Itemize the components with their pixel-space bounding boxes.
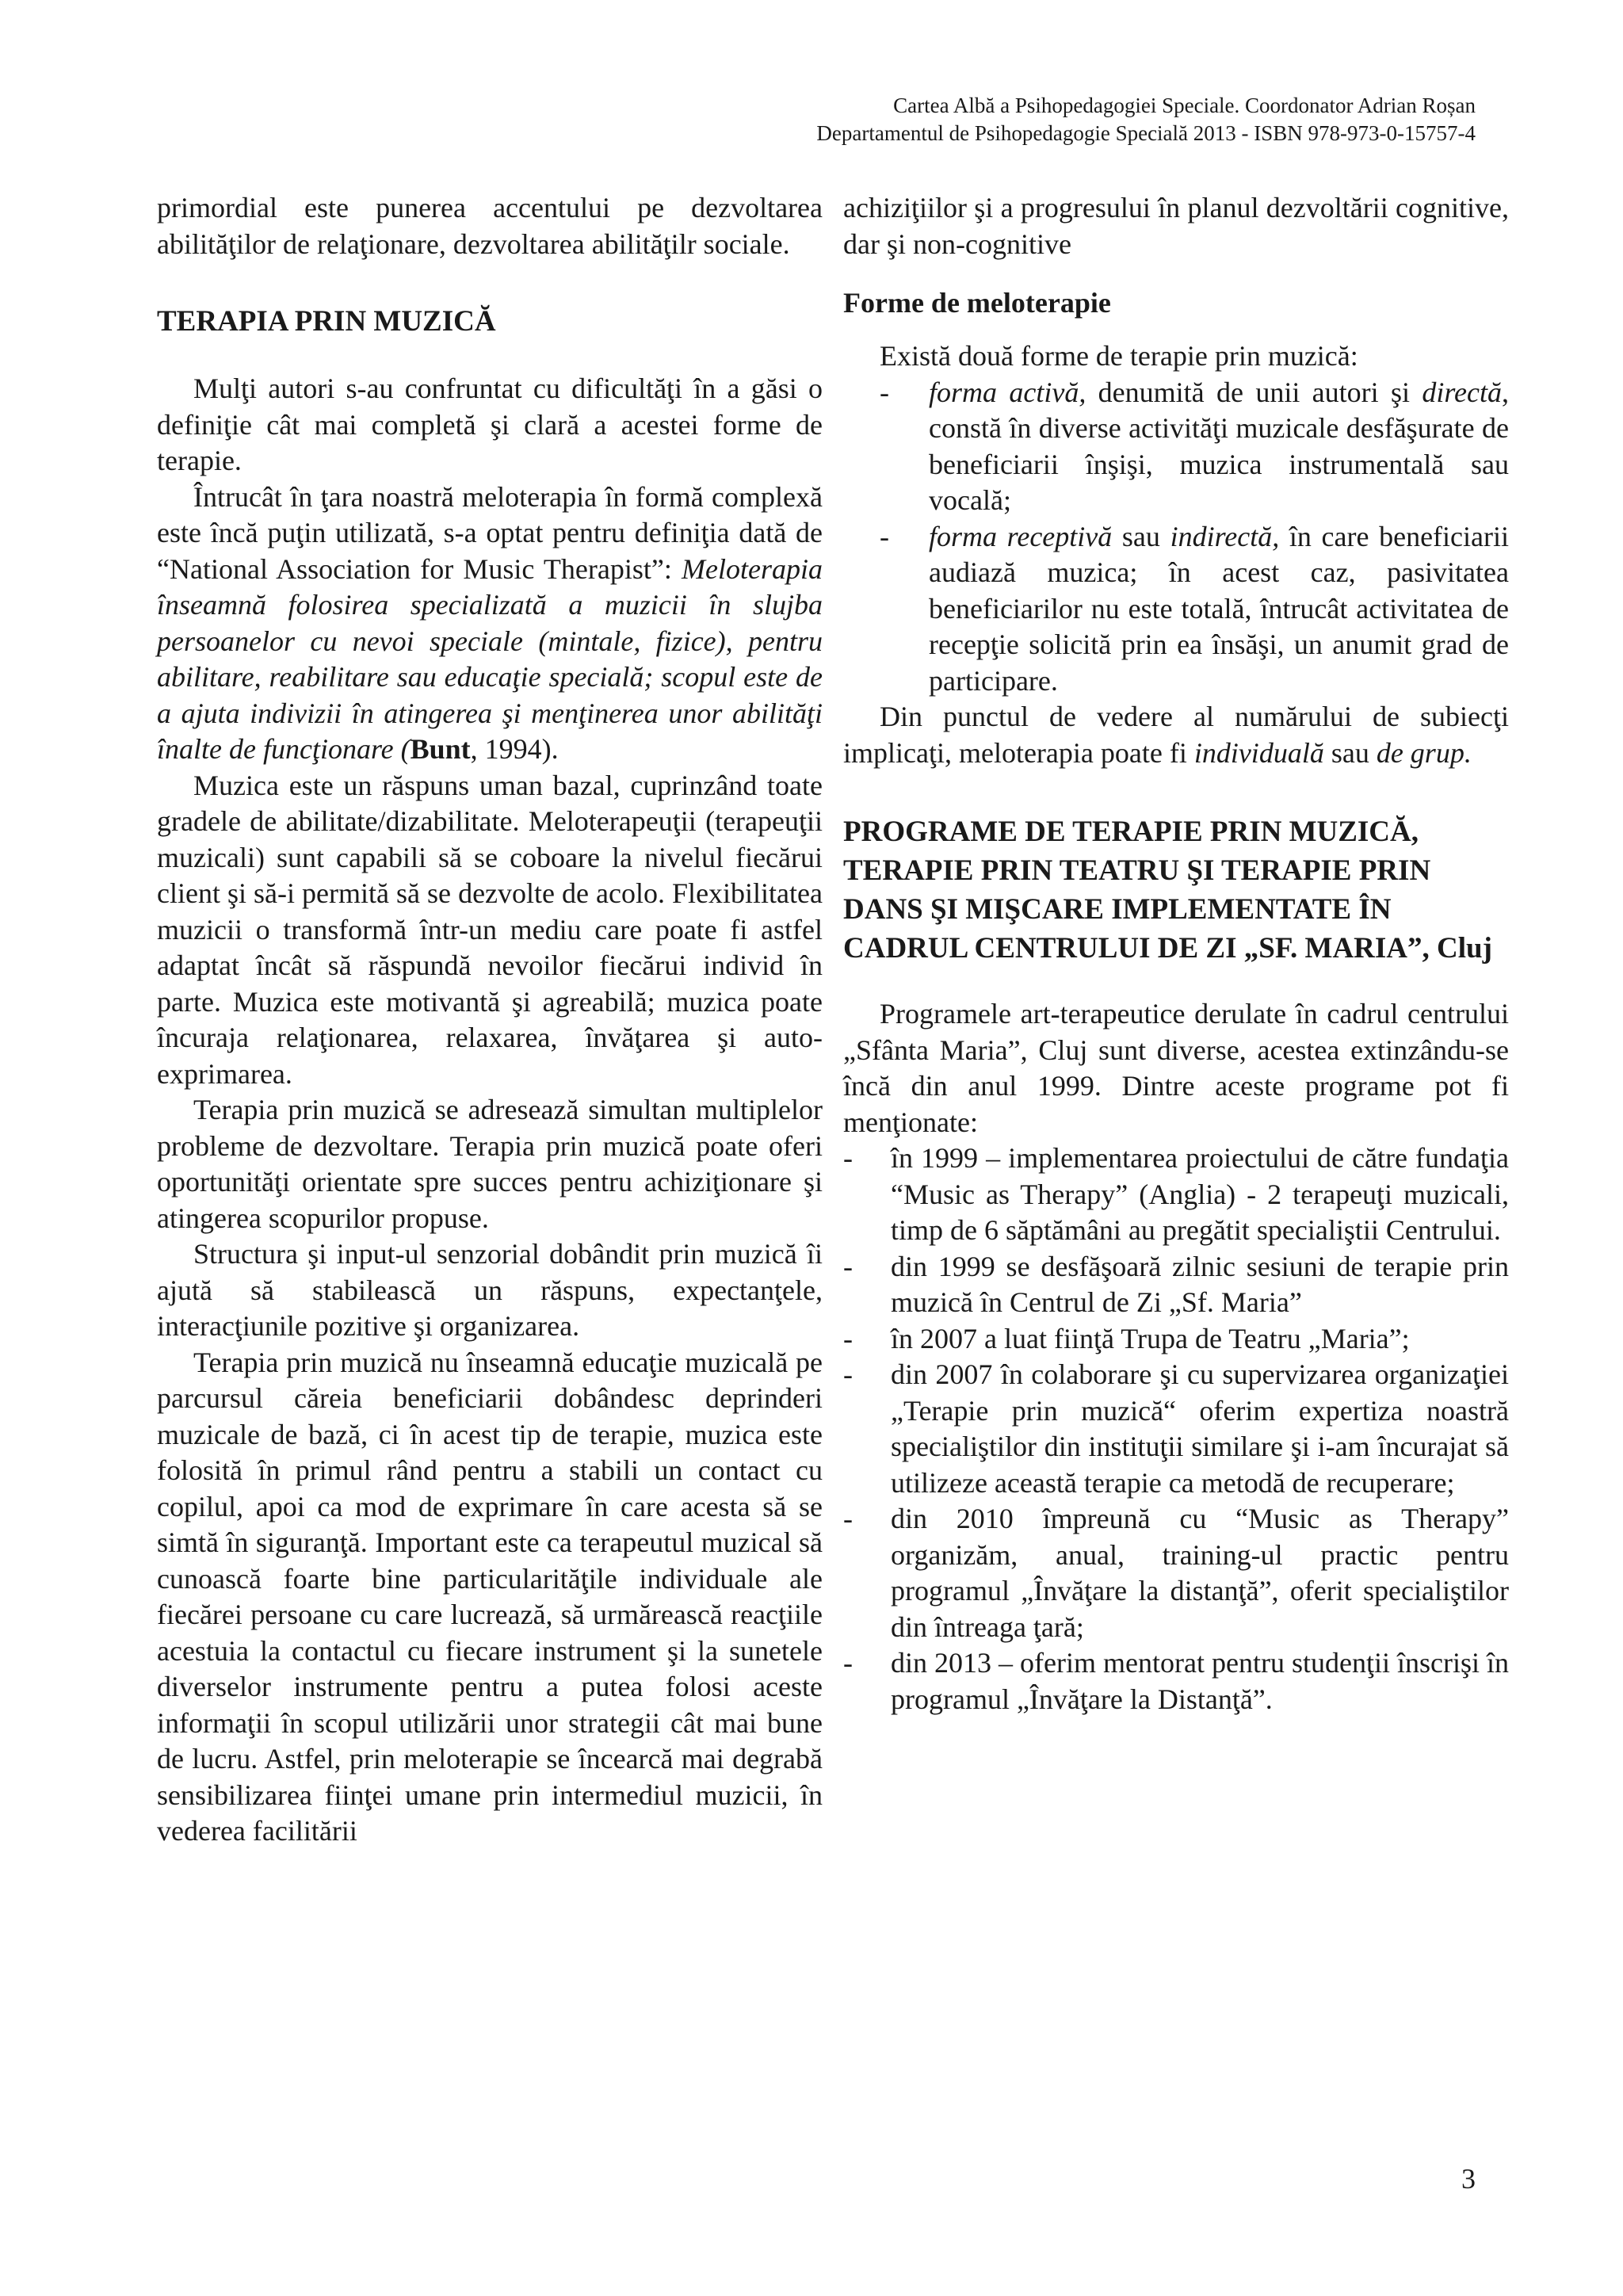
subheading-forme: Forme de meloterapie xyxy=(843,287,1111,319)
header-line-isbn: Departamentul de Psihopedagogie Specială 2013 - ISBN 978-973-0-15757-4 xyxy=(816,121,1476,145)
list-item xyxy=(843,1140,1509,1249)
left-column xyxy=(157,190,823,1850)
list-item-text: în 1999 – implementarea proiectului de către fundaţia “Music as Therapy” (Anglia) - 2 terapeuţi muzicali, timp de 6 săptămâni au pregătit specialiştii Centrului. xyxy=(891,1142,1509,1246)
italic-term: directă xyxy=(1422,376,1502,408)
list-item-text: din 1999 se desfăşoară zilnic sesiuni de terapie prin muzică în Centrul de Zi „Sf. Maria” xyxy=(891,1250,1509,1318)
text-run: , constă în diverse activităţi muzicale desfăşurate de beneficiarii înşişi, muzica instrumentală sau vocală; xyxy=(929,376,1509,516)
paragraph-continuation: achiziţiilor şi a progresului în planul dezvoltării cognitive, dar şi non-cognitive xyxy=(843,192,1509,260)
italic-term: de grup. xyxy=(1376,736,1472,769)
text-run: , 1994). xyxy=(470,733,559,765)
section-heading-terapia: TERAPIA PRIN MUZICĂ xyxy=(157,305,496,338)
dash-bullet: - xyxy=(843,1503,853,1534)
paragraph-definitie: Mulţi autori s-au confruntat cu dificultăţi în a găsi o definiţie cât mai completă şi clară a acestei forme de terapie. xyxy=(157,372,823,476)
list-item-text: în 2007 a luat fiinţă Trupa de Teatru „Maria”; xyxy=(891,1322,1410,1354)
text-run: denumită de unii autori şi xyxy=(1086,376,1423,408)
paragraph-doua-forme: Există două forme de terapie prin muzică: xyxy=(880,340,1358,372)
list-item xyxy=(843,1357,1509,1501)
section-heading-programe: PROGRAME DE TERAPIE PRIN MUZICĂ, TERAPIE PRIN TEATRU ŞI TERAPIE PRIN DANS ŞI MIŞCARE IMPLEMENTATE ÎN CADRUL CENTRULUI DE ZI „SF. MARIA”, Cluj xyxy=(843,816,1492,965)
paragraph-programe: Programele art-terapeutice derulate în cadrul centrului „Sfânta Maria”, Cluj sunt diverse, acestea extinzându-se încă din anul 1999. Dintre aceste programe pot fi menţionate: xyxy=(843,998,1509,1138)
paragraph-nu-inseamna: Terapia prin muzică nu înseamnă educaţie muzicală pe parcursul căreia beneficiarii dobândesc deprinderi muzicale de bază, ci în acest tip de terapie, muzica este folosită în primul rând pentru a stabili un contact cu copilul, apoi ca mod de exprimare în care acesta să se simtă în siguranţă. Important este ca terapeutul muzical să cunoască foarte bine particularităţile individuale ale fiecărei persoane cu care lucrează, să urmărească reacţiile acestuia la contactul cu fiecare instrument şi la sunetele diverselor instrumente pentru a putea folosi aceste informaţii în scopul utilizării unor strategii cât mai bune de lucru. Astfel, prin meloterapie se încearcă mai degrabă sensibilizarea fiinţei umane prin intermediul muzicii, în vederea facilitării xyxy=(157,1346,823,1847)
italic-definition: Meloterapia înseamnă folosirea specializată a muzicii în slujba persoanelor cu nevoi speciale (mintale, fizice), pentru abilitare, reabilitare sau educaţie specială; scopul este de a ajuta indivizii în atingerea şi menţinerea unor abilităţi înalte de funcţionare ( xyxy=(157,552,823,765)
list-item xyxy=(843,519,1509,700)
dash-bullet: - xyxy=(843,1647,853,1679)
programs-list xyxy=(843,1140,1509,1717)
list-item xyxy=(843,1321,1509,1358)
text-run: sau xyxy=(1112,520,1170,552)
text-run: Din punctul de vedere al numărului de subiecţi implicaţi, meloterapia poate fi xyxy=(843,701,1509,769)
paragraph-structura: Structura şi input-ul senzorial dobândit prin muzică îi ajută să stabilească un răspuns, expectanţele, interacţiunile pozitive şi organizarea. xyxy=(157,1238,823,1342)
list-item xyxy=(843,375,1509,519)
italic-term: indirectă, xyxy=(1170,520,1280,552)
list-item xyxy=(843,1501,1509,1645)
paragraph-muzica-raspuns: Muzica este un răspuns uman bazal, cuprinzând toate gradele de abilitate/dizabilitate. Meloterapeuţii (terapeuţii muzicali) sunt capabili să se coboare la nivelul fiecărui client şi să-i permită să se dezvolte de acolo. Flexibilitatea muzicii o transformă într-un mediu care poate fi astfel adaptat încât să răspundă nevoilor fiecărui individ în parte. Muzica este motivantă şi agreabilă; muzica poate încuraja relaţionarea, relaxarea, învăţarea şi auto-exprimarea. xyxy=(157,769,823,1090)
list-item-text: din 2007 în colaborare şi cu supervizarea organizaţiei „Terapie prin muzică“ oferim expertiza noastră specialiştilor din instituţii similare şi i-am încurajat să utilizeze această terapie ca metodă de recuperare; xyxy=(891,1358,1509,1499)
right-column xyxy=(843,190,1509,1717)
paragraph-numar-subiecti xyxy=(843,699,1509,771)
list-item-text: din 2013 – oferim mentorat pentru studenţii înscrişi în programul „Învăţare la Distanţă”. xyxy=(891,1647,1509,1715)
paragraph-terapia-adreseaza: Terapia prin muzică se adresează simultan multiplelor probleme de dezvoltare. Terapia prin muzică poate oferi oportunităţi orientate spre succes pentru achiziţionare şi atingerea scopurilor propuse. xyxy=(157,1094,823,1234)
paragraph-definitia-nama xyxy=(157,479,823,768)
paragraph-continuation: primordial este punerea accentului pe dezvoltarea abilităţilor de relaţionare, dezvoltarea abilităţilr sociale. xyxy=(157,192,823,260)
italic-term: forma receptivă xyxy=(929,520,1113,552)
italic-term: forma activă, xyxy=(929,376,1086,408)
dash-bullet: - xyxy=(843,1358,853,1390)
running-header xyxy=(816,92,1476,147)
text-run: sau xyxy=(1323,736,1377,769)
list-item xyxy=(843,1249,1509,1321)
dash-bullet: - xyxy=(843,1322,853,1354)
list-item-text: din 2010 împreună cu “Music as Therapy” organizăm, anual, training-ul practic pentru programul „Învăţare la distanţă”, oferit specialiştilor din întreaga ţară; xyxy=(891,1503,1509,1643)
dash-bullet: - xyxy=(843,1250,853,1282)
page-number: 3 xyxy=(1461,2163,1476,2195)
list-item xyxy=(843,1645,1509,1717)
italic-term: individuală xyxy=(1193,736,1324,769)
dash-bullet: - xyxy=(843,1142,853,1174)
dash-bullet: - xyxy=(880,520,889,552)
header-line-book: Cartea Albă a Psihopedagogiei Speciale. Coordonator Adrian Roșan xyxy=(893,94,1476,117)
text-run: Întrucât în ţara noastră meloterapia în formă complexă este încă puţin utilizată, s-a optat pentru definiţia dată de “National Association for Music Therapist”: xyxy=(157,480,823,585)
forms-list xyxy=(843,375,1509,700)
author-bunt: Bunt xyxy=(410,733,471,765)
text-run: în care beneficiarii audiază muzica; în acest caz, pasivitatea beneficiarilor nu este totală, întrucât activitatea de recepţie solicită prin ea însăşi, un anumit grad de participare. xyxy=(929,520,1509,697)
dash-bullet: - xyxy=(880,376,889,408)
